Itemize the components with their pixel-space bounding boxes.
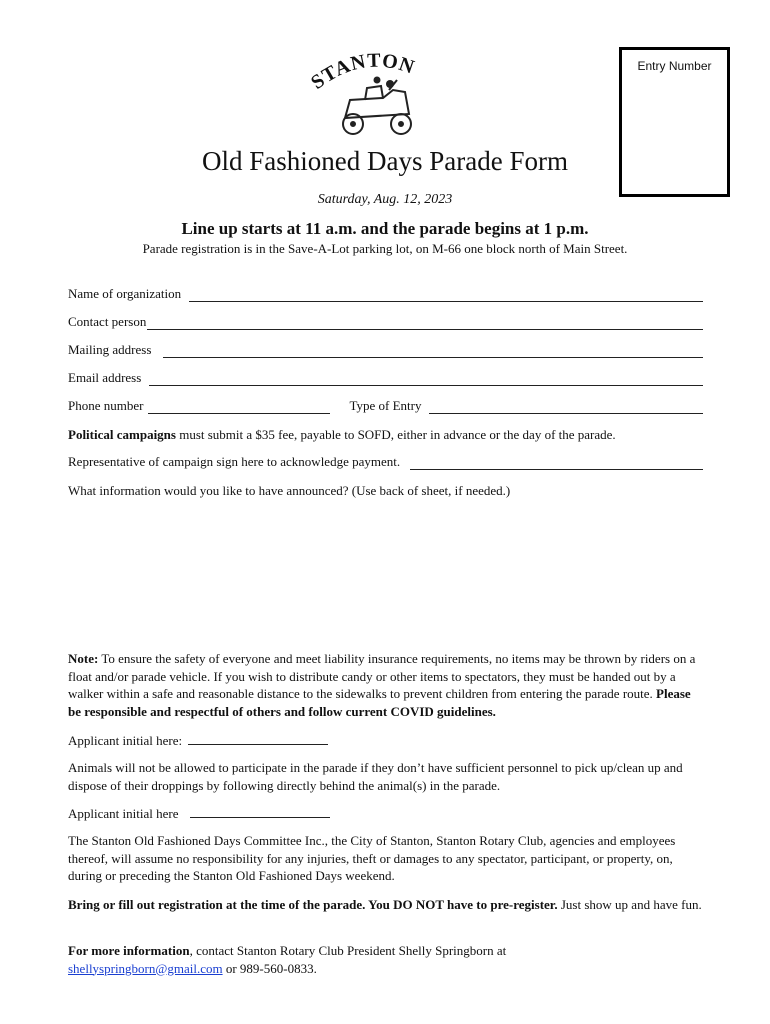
political-campaigns-heading: Political campaigns [68,427,176,442]
political-campaigns-note [68,426,704,444]
contact-phone: or 989-560-0833. [222,960,317,976]
applicant-initial-row-2 [68,805,704,823]
email-address-line[interactable] [149,373,703,386]
contact-email-link[interactable]: shellyspringborn@gmail.com [68,960,223,976]
mailing-address-field[interactable] [68,342,703,358]
form-title: Old Fashioned Days Parade Form [202,146,568,176]
animals-note: Animals will not be allowed to participate in the parade if they don’t have sufficient personnel to pick up/clean up and dispose of their droppings by following directly behind the animal(s) in the parade. [68,760,683,793]
applicant-initial-line-1[interactable] [188,733,328,745]
announcement-area[interactable] [68,505,704,640]
registration-emphasis: Bring or fill out registration at the time of the parade. You DO NOT have to pre-register. [68,897,558,912]
representative-signature-line[interactable] [410,457,703,470]
parade-date: Saturday, Aug. 12, 2023 [317,192,453,207]
liability-disclaimer: The Stanton Old Fashioned Days Committee Inc., the City of Stanton, Stanton Rotary Club, agencies and employees thereof, will assume no responsibility for any injuries, theft or damages to any spectator, participant, or property, on, during or preceding the Stanton Old Fashioned Days weekend. [68,833,676,883]
entry-type-label: Type of Entry [349,398,422,413]
stanton-logo [305,50,435,140]
mailing-address-line[interactable] [163,345,703,358]
organization-label: Name of organization [68,286,182,301]
registration-text: Just show up and have fun. [557,897,702,912]
organization-line[interactable] [189,289,703,302]
representative-field[interactable] [68,454,703,470]
contact-heading: For more information [68,943,190,958]
antique-car-logo-icon [305,50,435,140]
email-address-label: Email address [68,370,142,385]
note-emphasis: Please be responsible and respectful of others and follow current COVID guidelines. [68,686,691,719]
organization-field[interactable] [68,286,703,302]
applicant-initial-label-2: Applicant initial here [68,806,179,821]
political-campaigns-text: must submit a $35 fee, payable to SOFD, either in advance or the day of the parade. [175,427,616,442]
applicant-initial-label-1: Applicant initial here: [68,733,183,748]
email-address-field[interactable] [68,370,703,386]
contact-info [68,942,704,977]
svg-text:STANTON [307,50,418,94]
applicant-initial-line-2[interactable] [190,806,330,818]
contact-text: , contact Stanton Rotary Club President Shelly Springborn at [189,943,507,958]
contact-person-field[interactable] [68,314,703,330]
lineup-time: Line up starts at 11 a.m. and the parade begins at 1 p.m. [181,219,589,238]
safety-note [68,650,704,720]
contact-person-label: Contact person [68,314,147,329]
applicant-initial-row-1 [68,732,704,750]
registration-note [68,896,704,914]
note-text: To ensure the safety of everyone and meet liability insurance requirements, no items may be thrown by riders on a float and/or parade vehicle. If you wish to distribute candy or other items to spectators, they must be handed out by a walker within a safe and reasonable distance to the sidewalks to prevent children from entering the parade route. [68,651,696,701]
entry-type-line[interactable] [429,401,703,414]
contact-person-line[interactable] [147,317,703,330]
phone-and-type-row [68,398,703,414]
entry-number-label: Entry Number [637,59,712,73]
representative-label: Representative of campaign sign here to acknowledge payment. [68,454,401,469]
note-label: Note: [68,651,99,666]
mailing-address-label: Mailing address [68,342,152,357]
phone-number-label: Phone number [68,398,144,413]
phone-number-line[interactable] [148,402,330,414]
registration-location: Parade registration is in the Save-A-Lot parking lot, on M-66 one block north of Main Street. [142,241,628,256]
announcement-prompt: What information would you like to have announced? (Use back of sheet, if needed.) [68,483,511,498]
logo-text: STANTON [307,50,418,94]
